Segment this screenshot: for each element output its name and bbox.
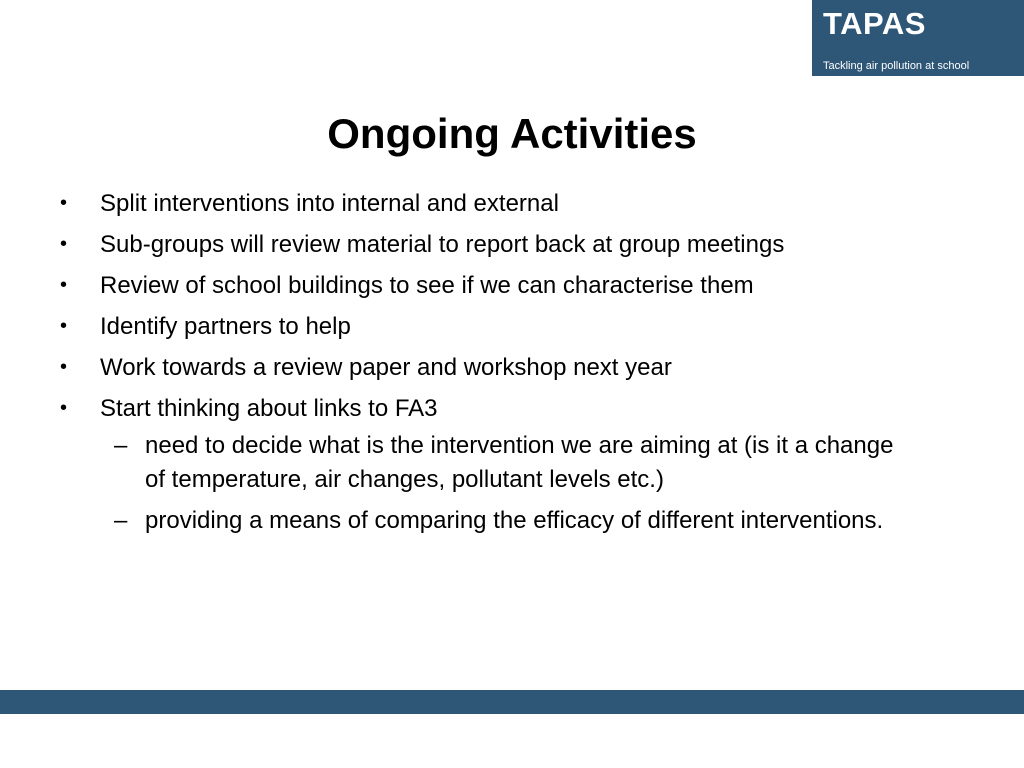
slide-title: Ongoing Activities (327, 110, 697, 157)
sub-bullet-text: providing a means of comparing the efficacy of different interventions. (145, 507, 884, 534)
bullet-item (0, 183, 1024, 224)
sub-bullet-item (114, 504, 985, 538)
bullet-text: Start thinking about links to FA3 (100, 395, 438, 422)
bullet-marker: • (60, 233, 68, 255)
bullet-marker: • (60, 192, 68, 214)
footer-bar (0, 690, 1024, 714)
sub-bullet-text: need to decide what is the intervention we are aiming at (is it a change of temperature, air changes, pollutant levels etc.) (145, 432, 894, 493)
bullet-list (0, 183, 1024, 545)
bullet-text: Split interventions into internal and external (100, 190, 559, 217)
bullet-marker: • (60, 274, 68, 296)
logo-title: TAPAS (823, 6, 926, 41)
sub-bullet-list (100, 429, 1024, 538)
bullet-item (0, 347, 1024, 388)
sub-bullet-item (114, 429, 905, 497)
tapas-logo (812, 0, 1024, 76)
sub-bullet-marker: – (114, 507, 128, 534)
bullet-text: Identify partners to help (100, 313, 351, 340)
bullet-marker: • (60, 356, 68, 378)
logo-tagline: Tackling air pollution at school (823, 60, 970, 72)
bullet-item (0, 224, 1024, 265)
sub-bullet-marker: – (114, 432, 128, 459)
bullet-item (0, 265, 1024, 306)
bullet-item (0, 306, 1024, 347)
bullet-text: Work towards a review paper and workshop next year (100, 354, 672, 381)
bullet-text: Review of school buildings to see if we can characterise them (100, 272, 754, 299)
bullet-item (0, 388, 1024, 538)
bullet-text: Sub-groups will review material to report back at group meetings (100, 231, 785, 258)
bullet-marker: • (60, 315, 68, 337)
bullet-marker: • (60, 397, 68, 419)
